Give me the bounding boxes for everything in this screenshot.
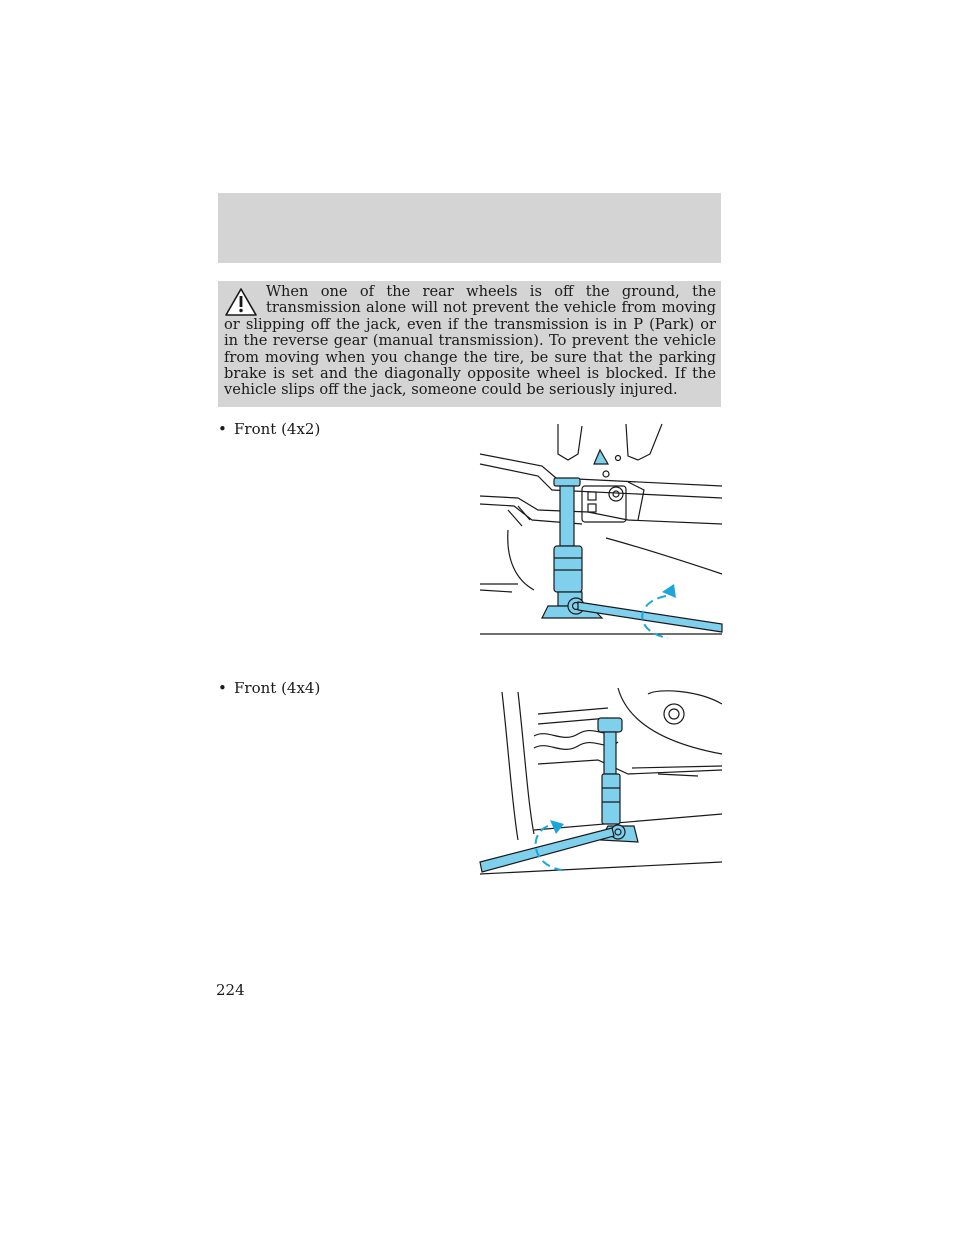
warning-box [218,281,721,407]
warning-text: When one of the rear wheels is off the ground, the transmission alone will not prevent the vehicle from moving or slipping off the jack, even if the transmission is in P (Park) or in the reverse gear (manual transmission). To prevent the vehicle from moving when you change the tire, be sure that the parking brake is set and the diagonally opposite wheel is blocked. If the vehicle slips off the jack, someone could be seriously injured. [224,283,716,399]
page-number: 224 [216,981,245,999]
jack-illustration-front-4x2 [478,420,724,642]
bullet-mark: • [218,420,227,438]
list-item-label: Front (4x2) [234,420,321,438]
list-item-front-4x2 [218,420,320,438]
list-item-label: Front (4x4) [234,679,321,697]
jack-illustration-front-4x4 [478,684,724,880]
section-header-band [218,193,721,263]
list-item-front-4x4 [218,679,320,697]
bullet-mark: • [218,679,227,697]
